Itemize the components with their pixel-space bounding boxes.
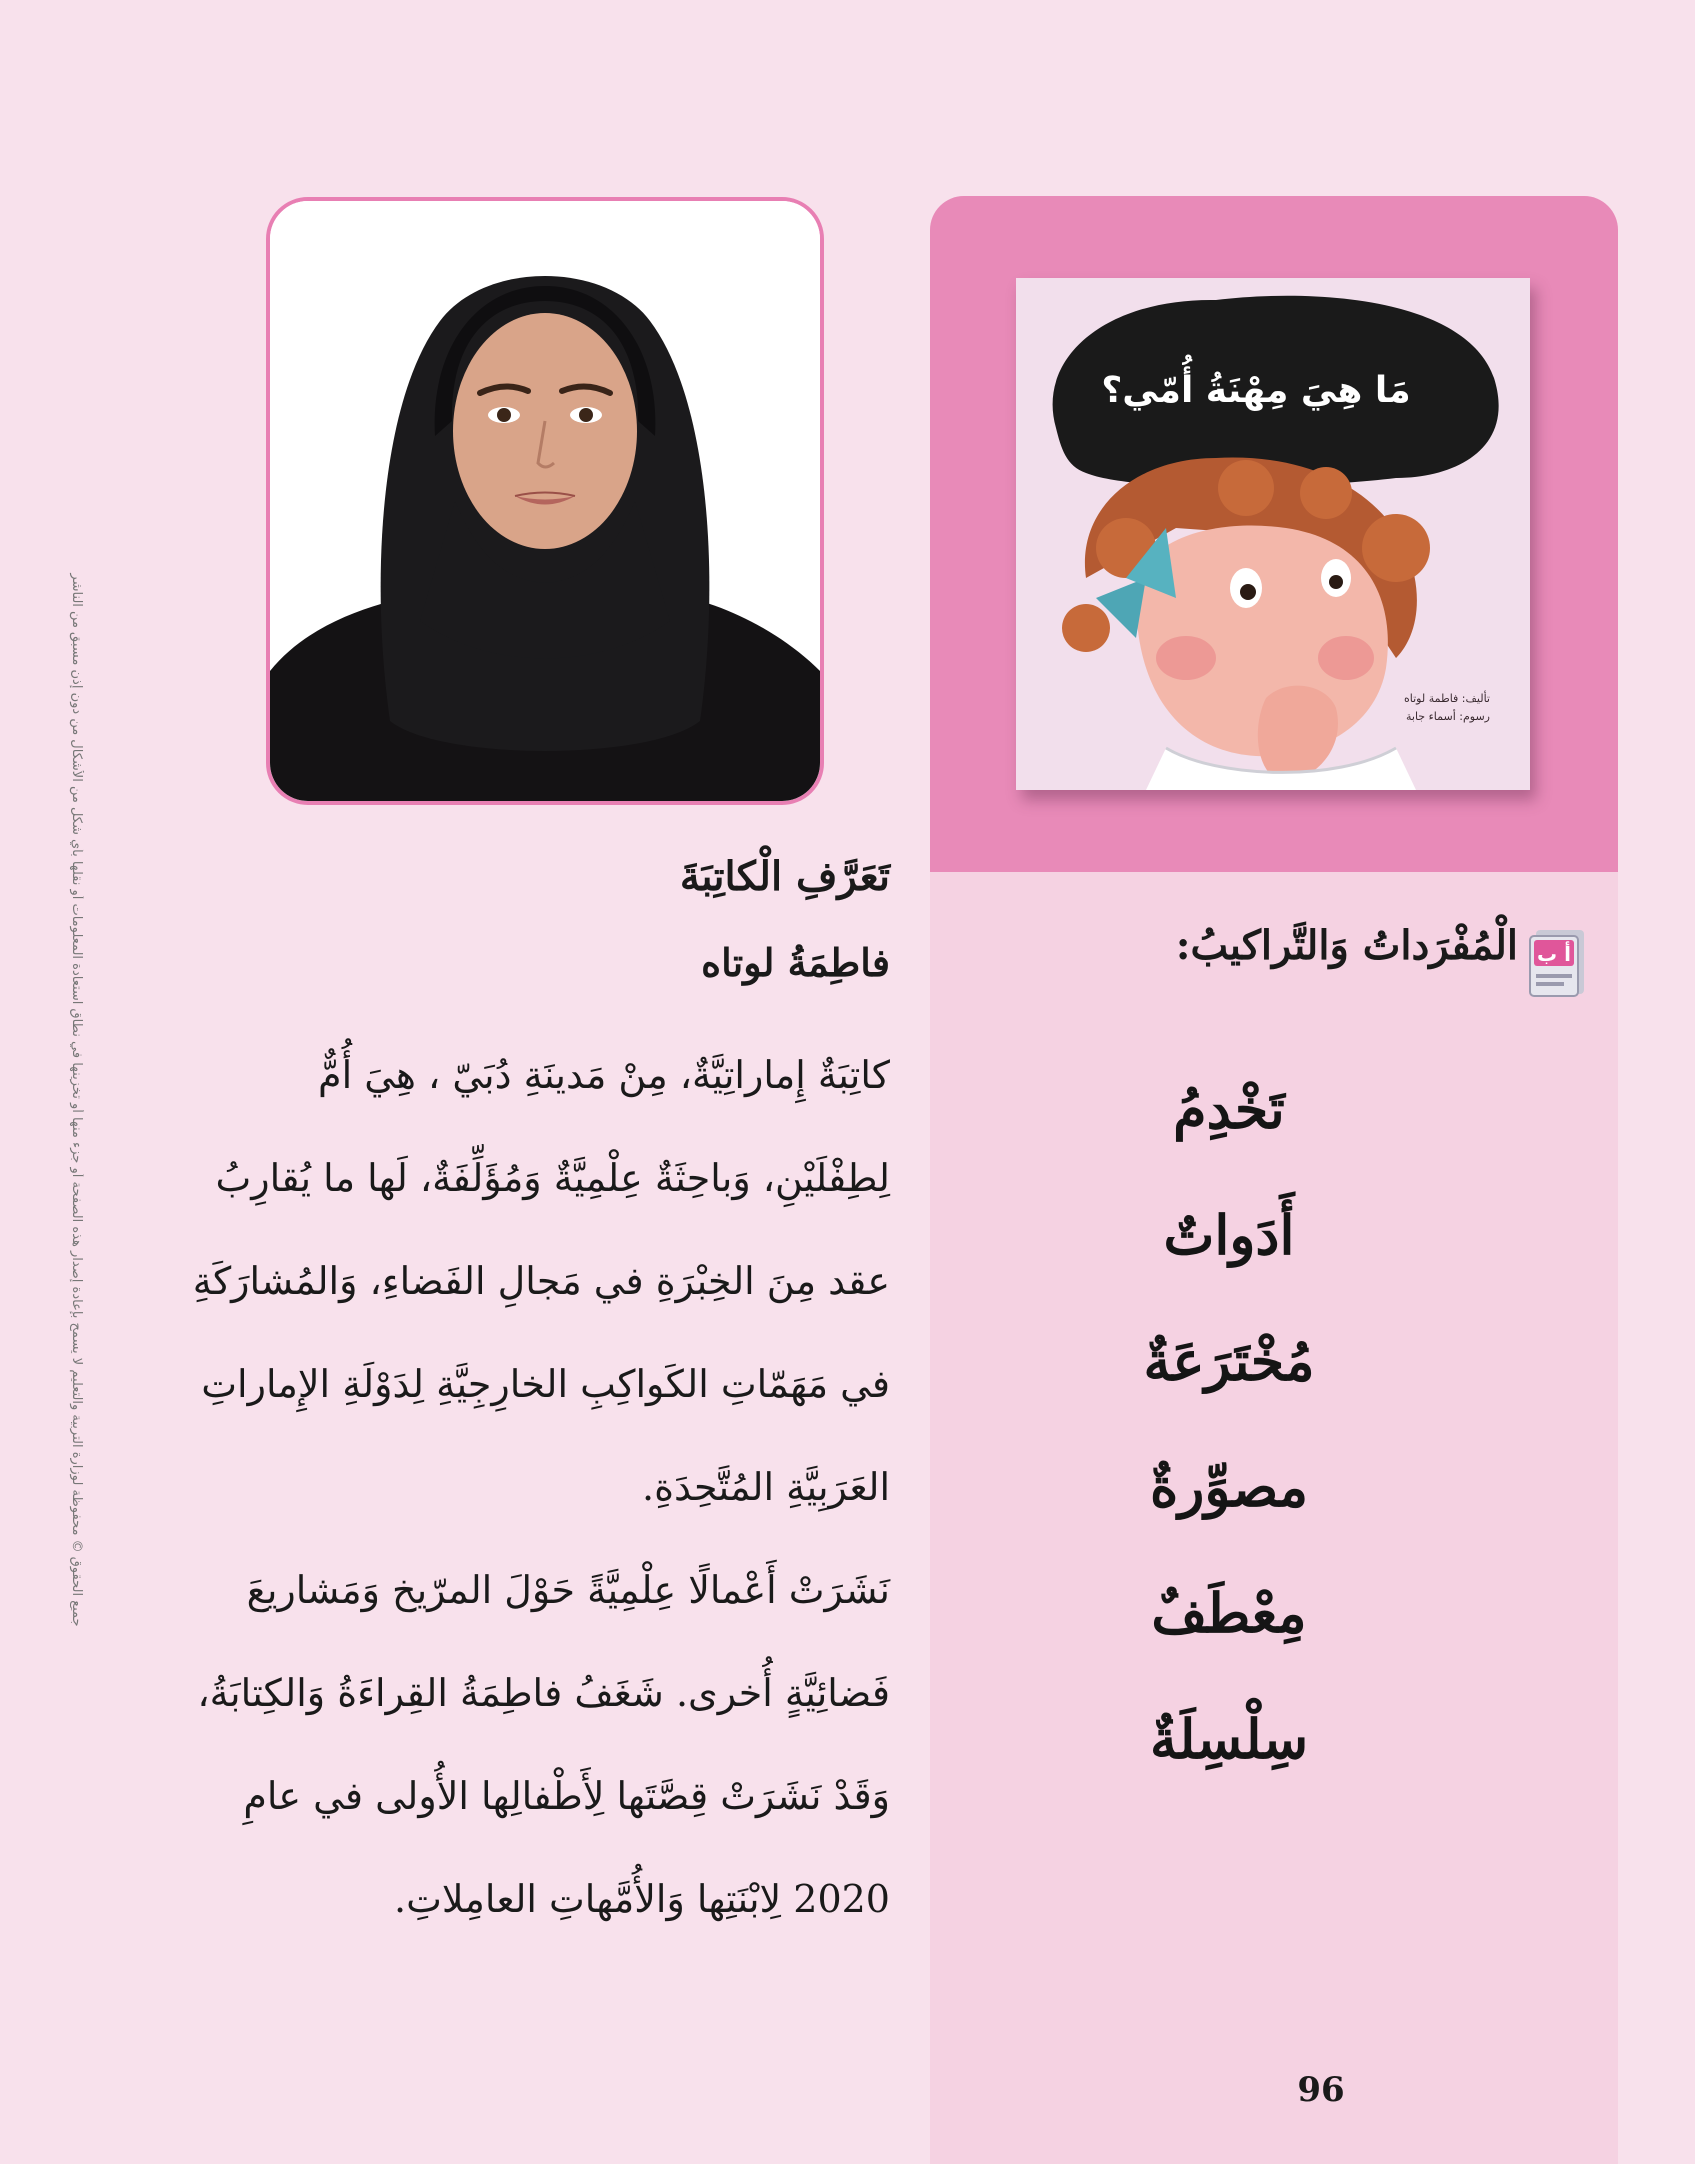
vocabulary-word: أَدَواتٌ (1163, 1203, 1295, 1267)
vocabulary-heading: الْمُفْرَداتُ وَالتَّراكيبُ: (1175, 922, 1518, 969)
vocabulary-word: مُخْتَرَعَةٌ (1143, 1329, 1315, 1393)
vocabulary-word: مصوِّرةٌ (1149, 1455, 1309, 1519)
book-credit-illustrator: رسوم: أسماء جابة (1406, 710, 1490, 723)
author-name: فاطِمَةُ لوتاه (701, 940, 890, 985)
book-cover-area (930, 196, 1618, 872)
vocabulary-word: تَخْدِمُ (1173, 1077, 1285, 1141)
bio-heading: تَعَرَّفِ الْكاتِبَةَ (679, 853, 890, 900)
author-bio (180, 842, 890, 1951)
book-title: مَا هِيَ مِهْنَةُ أُمّي؟ (1101, 370, 1411, 411)
copyright-note: جميع الحقوق © محفوظة لوزارة التربية والتعليم لا يسمح بإعادة إصدار هذه الصفحة أو جزء منها أو تخزينها في نطاق استعادة المعلومات أو نقلها بأي شكل من الأشكال من دون إذن مسبق من الناشر (69, 573, 84, 1627)
vocabulary-word: سِلْسِلَةٌ (1149, 1707, 1309, 1771)
vocabulary-icon-label: أ ب (1537, 942, 1571, 966)
book-credit-author: تأليف: فاطمة لوتاه (1403, 692, 1490, 705)
bio-paragraph-2: نَشَرَتْ أَعْمالًا عِلْمِيَّةً حَوْلَ المرّيخ وَمَشاريعَ فَضائِيَّةٍ أُخرى. شَغَفُ فاطِمَةُ القِراءَةُ وَالكِتابَةُ، وَقَدْ نَشَرَتْ قِصَّتَها لِأَطْفالِها الأُولى في عامِ 2020 لِابْنَتِها وَالأُمَّهاتِ العامِلاتِ. (197, 1568, 890, 1921)
vocabulary-icon (1526, 924, 1588, 1000)
vocabulary-word: مِعْطَفٌ (1151, 1581, 1307, 1645)
bio-paragraph-1: كاتِبَةٌ إِماراتِيَّةٌ، مِنْ مَدينَةِ دُبَيّ ، هِيَ أُمٌّ لِطِفْلَيْنِ، وَباحِثَةٌ عِلْمِيَّةٌ وَمُؤَلِّفَةٌ، لَها ما يُقارِبُ عقد مِنَ الخِبْرَةِ في مَجالِ الفَضاءِ، وَالمُشارَكَةِ في مَهَمّاتِ الكَواكِبِ الخارِجِيَّةِ لِدَوْلَةِ الإِماراتِ العَرَبِيَّةِ المُتَّحِدَةِ. (192, 1053, 890, 1509)
book-credits (1404, 690, 1490, 726)
page-number: 96 (1297, 2070, 1345, 2110)
vocabulary-list (930, 1046, 1618, 1802)
vocabulary-panel (930, 196, 1618, 2164)
book-cover-image (1016, 278, 1530, 790)
author-photo (266, 197, 824, 805)
